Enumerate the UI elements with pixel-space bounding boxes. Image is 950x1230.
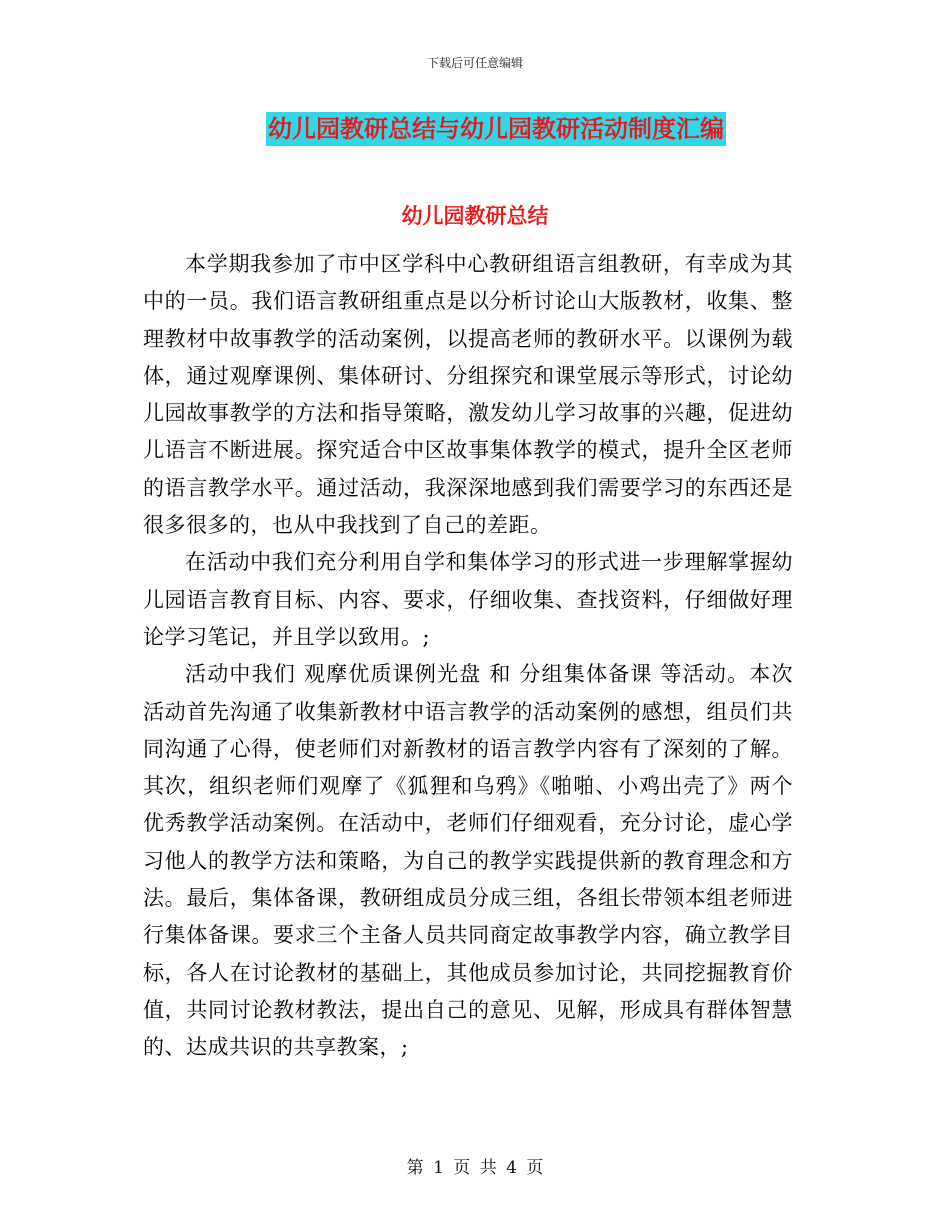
document-main-title: 幼儿园教研总结与幼儿园教研活动制度汇编 [266,112,726,146]
page-number-footer: 第 1 页 共 4 页 [406,1158,544,1178]
body-paragraph: 本学期我参加了市中区学科中心教研组语言组教研，有幸成为其中的一员。我们语言教研组重点是以分析讨论山大版教材，收集、整理教材中故事教学的活动案例，以提高老师的教研水平。以课例为载体，通过观摩课例、集体研讨、分组探究和课堂展示等形式，讨论幼儿园故事教学的方法和指导策略，激发幼儿学习故事的兴趣，促进幼儿语言不断进展。探究适合中区故事集体教学的模式，提升全区老师的语言教学水平。通过活动，我深深地感到我们需要学习的东西还是很多很多的，也从中我找到了自己的差距。 [143,252,793,538]
main-title-container [0,112,950,146]
download-note: 下载后可任意编辑 [426,56,523,70]
body-paragraph: 活动中我们 观摩优质课例光盘 和 分组集体备课 等活动。本次活动首先沟通了收集新教材中语言教学的活动案例的感想，组员们共同沟通了心得，使老师们对新教材的语言教学内容有了深刻的了解。其次，组织老师们观摩了《狐狸和乌鸦》《啪啪、小鸡出壳了》两个优秀教学活动案例。在活动中，老师们仔细观看，充分讨论，虚心学习他人的教学方法和策略，为自己的教学实践提供新的教育理念和方法。最后，集体备课，教研组成员分成三组，各组长带领本组老师进行集体备课。要求三个主备人员共同商定故事教学内容，确立教学目标，各人在讨论教材的基础上，其他成员参加讨论，共同挖掘教育价值，共同讨论教材教法，提出自己的意见、见解，形成具有群体智慧的、达成共识的共享教案，; [143,662,793,1060]
section-title: 幼儿园教研总结 [401,204,549,228]
body-paragraph: 在活动中我们充分利用自学和集体学习的形式进一步理解掌握幼儿园语言教育目标、内容、要求，仔细收集、查找资料，仔细做好理论学习笔记，并且学以致用。; [143,550,793,649]
document-body [143,246,793,1067]
